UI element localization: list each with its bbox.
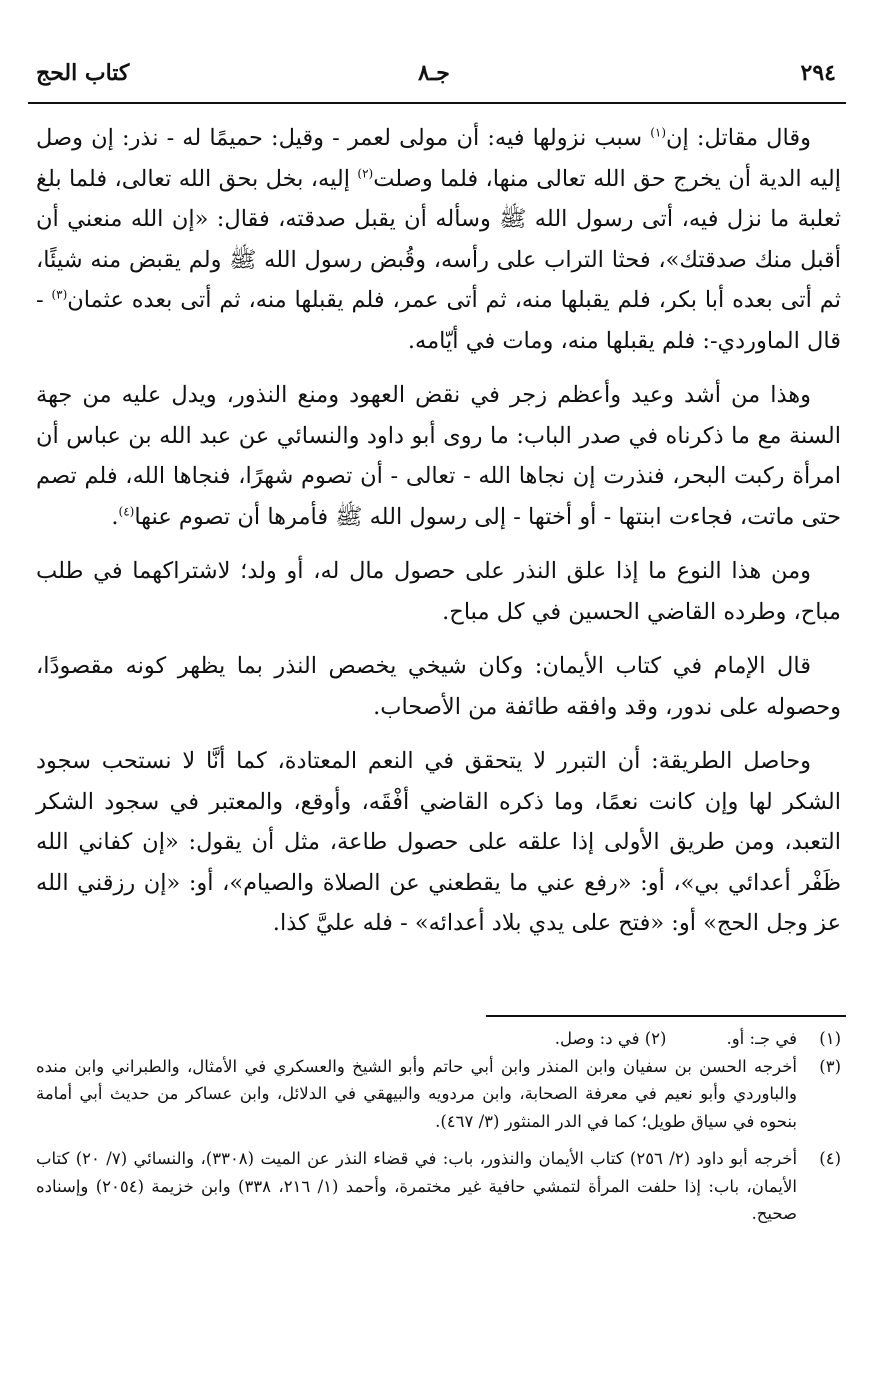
book-title: كتاب الحج	[36, 60, 130, 86]
page-number: ٢٩٤	[800, 60, 836, 86]
footnote-row-1	[36, 1025, 797, 1053]
paragraph-4: قال الإمام في كتاب الأيمان: وكان شيخي يخصص النذر بما يظهر كونه مقصودًا، وحصوله على ندور، وقد وافقه طائفة من الأصحاب.	[36, 653, 841, 720]
footnote-text-1: في جـ: أو.	[726, 1029, 797, 1048]
footnote-number-2: (٢)	[644, 1029, 667, 1048]
footnote-ref-1: (١)	[650, 125, 667, 140]
footnote-number-4: (٤)	[819, 1149, 841, 1168]
paragraph-5: وحاصل الطريقة: أن التبرر لا يتحقق في النعم المعتادة، كما أنَّا لا نستحب سجود الشكر لها وإن كانت نعمًا، وما ذكره القاضي أفْقَه، وأوقع، والمعتبر في سجود الشكر التعبد، ومن طريق الأولى إذا علقه على حصول طاعة، مثل أن يقول: «إن كفاني الله ظَفْر أعدائي بي»، أو: «رفع عني ما يقطعني عن الصلاة والصيام»، أو: «إن رزقني الله عز وجل الحج» أو: «فتح على يدي بلاد أعدائه» - فله عليَّ كذا.	[36, 748, 841, 936]
volume-label: جـ٨	[418, 60, 450, 86]
footnote-ref-4: (٤)	[118, 504, 135, 518]
paragraph-1-part-b: سبب نزولها فيه: أن مولى لعمر - وقيل: حميمًا له - نذر: إن وصل إليه الدية أن يخرج حق الله تعالى منها، فلما وصلت	[36, 125, 841, 192]
footnotes	[36, 1025, 841, 1238]
paragraph-1	[36, 118, 841, 361]
footnote-text-3: أخرجه الحسن بن سفيان وابن المنذر وابن أبي حاتم وأبو الشيخ والعسكري في الأمثال، والطبراني وابن منده والباوردي وأبو نعيم في معرفة الصحابة، وابن مردويه والبيهقي في الدلائل، وابن عساكر من حديث أبي أمامة بنحوه في سياق طويل؛ كما في الدر المنثور (٣/ ٤٦٧).	[36, 1056, 797, 1131]
paragraph-2-part-a: وهذا من أشد وعيد وأعظم زجر في نقض العهود ومنع النذور، ويدل عليه من جهة السنة مع ما ذكرناه في صدر الباب: ما روى أبو داود والنسائي عن عبد الله بن عباس أن امرأة ركبت البحر، فنذرت إن نجاها الله - تعالى - أن تصوم شهرًا، فنجاها الله، فلم تصم حتى ماتت، فجاءت ابنتها - أو أختها - إلى رسول الله ﷺ فأمرها أن تصوم عنها	[36, 382, 841, 530]
book-page	[28, 40, 846, 1340]
main-text	[36, 118, 841, 958]
footnote-1-2	[36, 1025, 841, 1053]
footnote-3	[36, 1053, 841, 1136]
paragraph-1-part-d: - قال الماوردي-: فلم يقبلها منه، ومات في أيّامه.	[36, 287, 841, 354]
paragraph-1-part-a: وقال مقاتل: إن	[666, 125, 811, 151]
header-divider	[28, 102, 846, 104]
footnote-ref-3: (٣)	[51, 287, 68, 302]
footnote-4	[36, 1145, 841, 1228]
footnote-text-2: في د: وصل.	[554, 1029, 640, 1048]
paragraph-1-part-c: إليه، بخل بحق الله تعالى، فلما بلغ ثعلبة ما نزل فيه، أتى رسول الله ﷺ وسأله أن يقبل صدقته، فقال: «إن الله منعني أن أقبل منك صدقتك»، فحثا التراب على رأسه، وقُبض رسول الله ﷺ ولم يقبض منه شيئًا، ثم أتى بعده أبا بكر، فلم يقبلها منه، ثم أتى عمر، فلم يقبلها منه، ثم أتى بعده عثمان	[36, 165, 841, 313]
paragraph-2-part-b: .	[111, 503, 119, 530]
paragraph-2	[36, 375, 841, 537]
footnote-ref-2: (٢)	[357, 166, 374, 180]
footnote-divider	[486, 1015, 846, 1017]
footnote-text-4: أخرجه أبو داود (٢/ ٢٥٦) كتاب الأيمان والنذور، باب: في قضاء النذر عن الميت (٣٣٠٨)، والنسائي (٧/ ٢٠) كتاب الأيمان، باب: إذا حلفت المرأة لتمشي حافية غير مختمرة، وأحمد (١/ ٢١٦، ٣٣٨) وابن خزيمة (٢٠٥٤) وإسناده صحيح.	[36, 1149, 798, 1223]
footnote-number-1: (١)	[819, 1029, 841, 1048]
footnote-number-3: (٣)	[819, 1056, 841, 1076]
page-header	[28, 60, 846, 96]
paragraph-3: ومن هذا النوع ما إذا علق النذر على حصول مال له، أو ولد؛ لاشتراكهما في طلب مباح، وطرده القاضي الحسين في كل مباح.	[36, 558, 841, 625]
